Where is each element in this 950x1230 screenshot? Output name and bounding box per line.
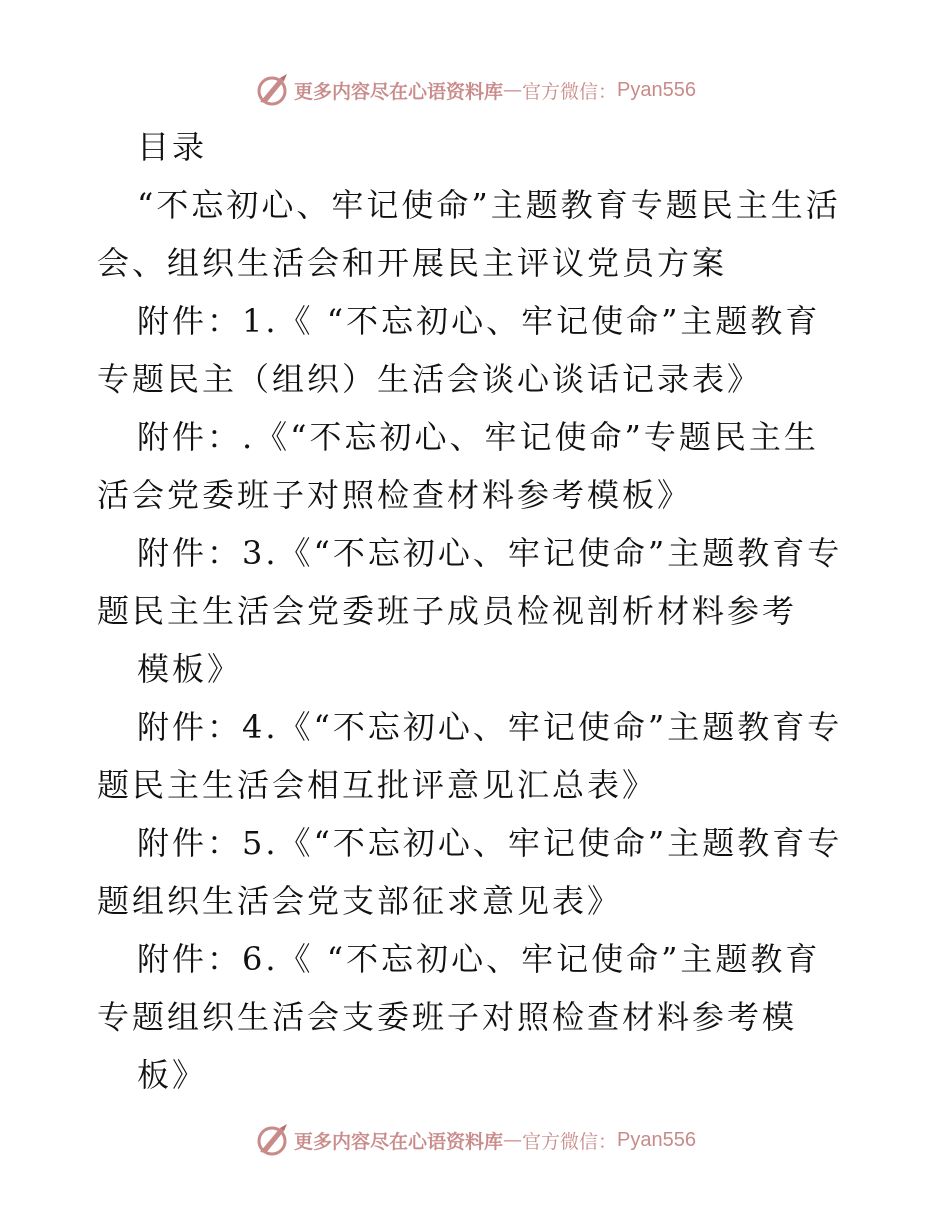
doc-line: 题组织生活会党支部征求意见表》 [97,882,623,920]
doc-line: 题民主生活会相互批评意见汇总表》 [97,766,658,804]
watermark-wechat-id: Pyan556 [617,1128,696,1151]
footer-watermark-banner [0,1120,950,1160]
doc-line: 附件：.《“不忘初心、牢记使命”专题民主生 [137,418,819,456]
watermark-main-text: 更多内容尽在心语资料库 [294,1130,504,1153]
doc-line: 附件：5.《“不忘初心、牢记使命”主题教育专 [137,824,843,862]
doc-line: 附件：3.《“不忘初心、牢记使命”主题教育专 [137,534,843,572]
doc-line: 板》 [137,1056,208,1094]
doc-line: 题民主生活会党委班子成员检视剖析材料参考 [97,592,798,630]
doc-line: 专题组织生活会支委班子对照检查材料参考模 [97,998,798,1036]
watermark-wechat-id: Pyan556 [617,78,696,101]
quill-pen-logo-icon [254,1122,290,1158]
watermark-dash: — [503,79,523,101]
watermark-dash: — [503,1129,523,1151]
doc-line: “不忘初心、牢记使命”主题教育专题民主生活 [137,186,841,224]
header-watermark-banner [0,70,950,110]
doc-line: 附件：1.《 “不忘初心、牢记使命”主题教育 [137,302,821,340]
quill-pen-logo-icon [254,72,290,108]
toc-title: 目录 [137,128,208,166]
document-body [97,118,867,1104]
doc-line: 附件：4.《“不忘初心、牢记使命”主题教育专 [137,708,843,746]
doc-line: 会、组织生活会和开展民主评议党员方案 [97,244,728,282]
doc-line: 模板》 [137,650,243,688]
watermark-sub-text: 官方微信： [522,80,618,103]
doc-line: 附件：6.《 “不忘初心、牢记使命”主题教育 [137,940,821,978]
doc-line: 活会党委班子对照检查材料参考模板》 [97,476,693,514]
watermark-sub-text: 官方微信： [522,1130,618,1153]
watermark-main-text: 更多内容尽在心语资料库 [294,80,504,103]
doc-line: 专题民主（组织）生活会谈心谈话记录表》 [97,360,763,398]
